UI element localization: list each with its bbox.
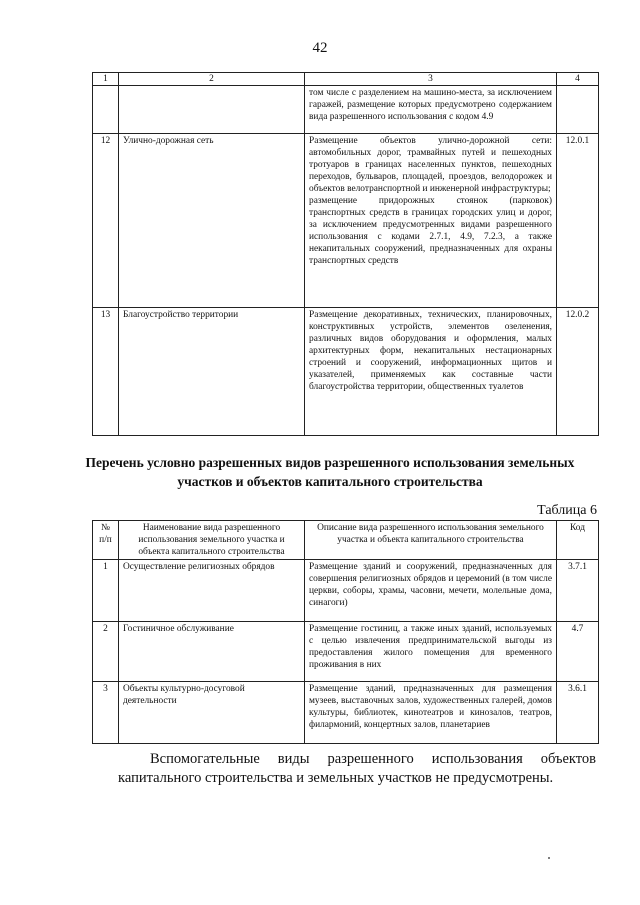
use-description-part: размещение придорожных стоянок (парковок) транспортных средств в границах городских улиц и дорог, за исключением предусмотренных видами разрешенного использования с кодами 2.7.1, 4.9, 7.2.3, а также некапитальных сооружений, предназначенных для охраны транспортных средств <box>309 196 552 266</box>
row-number: 1 <box>93 560 119 622</box>
use-code: 12.0.2 <box>557 308 599 436</box>
table-label: Таблица 6 <box>537 503 597 518</box>
use-name: Улично-дорожная сеть <box>119 134 305 308</box>
use-description: Размещение декоративных, технических, планировочных, конструктивных устройств, элементов озеленения, различных видов оборудования и оформления, малых архитектурных форм, некапитальных нестационарных строений и сооружений, информационных щитов и указателей, применяемых как составные части благоустройства территории, общественных туалетов <box>305 308 557 436</box>
header-cell: 4 <box>557 73 599 86</box>
row-number: 2 <box>93 622 119 682</box>
table-row <box>93 86 599 134</box>
header-cell: 1 <box>93 73 119 86</box>
table-row <box>93 560 599 622</box>
header-cell: 2 <box>119 73 305 86</box>
use-description: Размещение зданий и сооружений, предназначенных для совершения религиозных обрядов и церемоний (в том числе церкви, соборы, храмы, часовни, мечети, молельные дома, синагоги) <box>305 560 557 622</box>
section-heading: Перечень условно разрешенных видов разрешенного использования земельных участков и объектов капитального строительства <box>85 455 575 489</box>
use-code: 4.7 <box>557 622 599 682</box>
table-header-row <box>93 73 599 86</box>
use-description <box>305 134 557 308</box>
use-description: Размещение зданий, предназначенных для размещения музеев, выставочных залов, художественных галерей, домов культуры, библиотек, кинотеатров и кинозалов, театров, филармоний, концертных залов, планетариев <box>305 682 557 744</box>
use-description: том числе с разделением на машино-места, за исключением гаражей, размещение которых предусмотрено содержанием вида разрешенного использования с кодом 4.9 <box>305 86 557 134</box>
row-number: 12 <box>93 134 119 308</box>
row-number: 13 <box>93 308 119 436</box>
use-description-part: Размещение объектов улично-дорожной сети: автомобильных дорог, трамвайных путей и пешеходных тротуаров в границах населенных пунктов, пешеходных переходов, бульваров, площадей, проездов, велодорожек и объектов велотранспортной и инженерной инфраструктуры; <box>309 136 552 194</box>
continuation-table <box>92 72 599 436</box>
use-name: Объекты культурно-досуговой деятельности <box>119 682 305 744</box>
table-row <box>93 682 599 744</box>
table-row <box>93 134 599 308</box>
row-number <box>93 86 119 134</box>
page-number: 42 <box>312 40 328 56</box>
scan-speck <box>548 857 550 859</box>
use-name: Осуществление религиозных обрядов <box>119 560 305 622</box>
table-row <box>93 622 599 682</box>
row-number: 3 <box>93 682 119 744</box>
header-num: № п/п <box>93 521 119 560</box>
use-name <box>119 86 305 134</box>
header-cell: 3 <box>305 73 557 86</box>
use-code: 3.6.1 <box>557 682 599 744</box>
header-code: Код <box>557 521 599 560</box>
use-name: Гостиничное обслуживание <box>119 622 305 682</box>
header-name: Наименование вида разрешенного использования земельного участка и объекта капитального строительства <box>119 521 305 560</box>
use-code: 12.0.1 <box>557 134 599 308</box>
table-row <box>93 308 599 436</box>
table-header-row <box>93 521 599 560</box>
use-code <box>557 86 599 134</box>
conditional-uses-table <box>92 520 599 744</box>
use-code: 3.7.1 <box>557 560 599 622</box>
header-description: Описание вида разрешенного использования земельного участка и объекта капитального строительства <box>305 521 557 560</box>
closing-paragraph: Вспомогательные виды разрешенного использования объектов капитального строительства и земельных участков не предусмотрены. <box>118 751 596 786</box>
use-name: Благоустройство территории <box>119 308 305 436</box>
use-description: Размещение гостиниц, а также иных зданий, используемых с целью извлечения предпринимательской выгоды из предоставления жилого помещения для временного проживания в них <box>305 622 557 682</box>
